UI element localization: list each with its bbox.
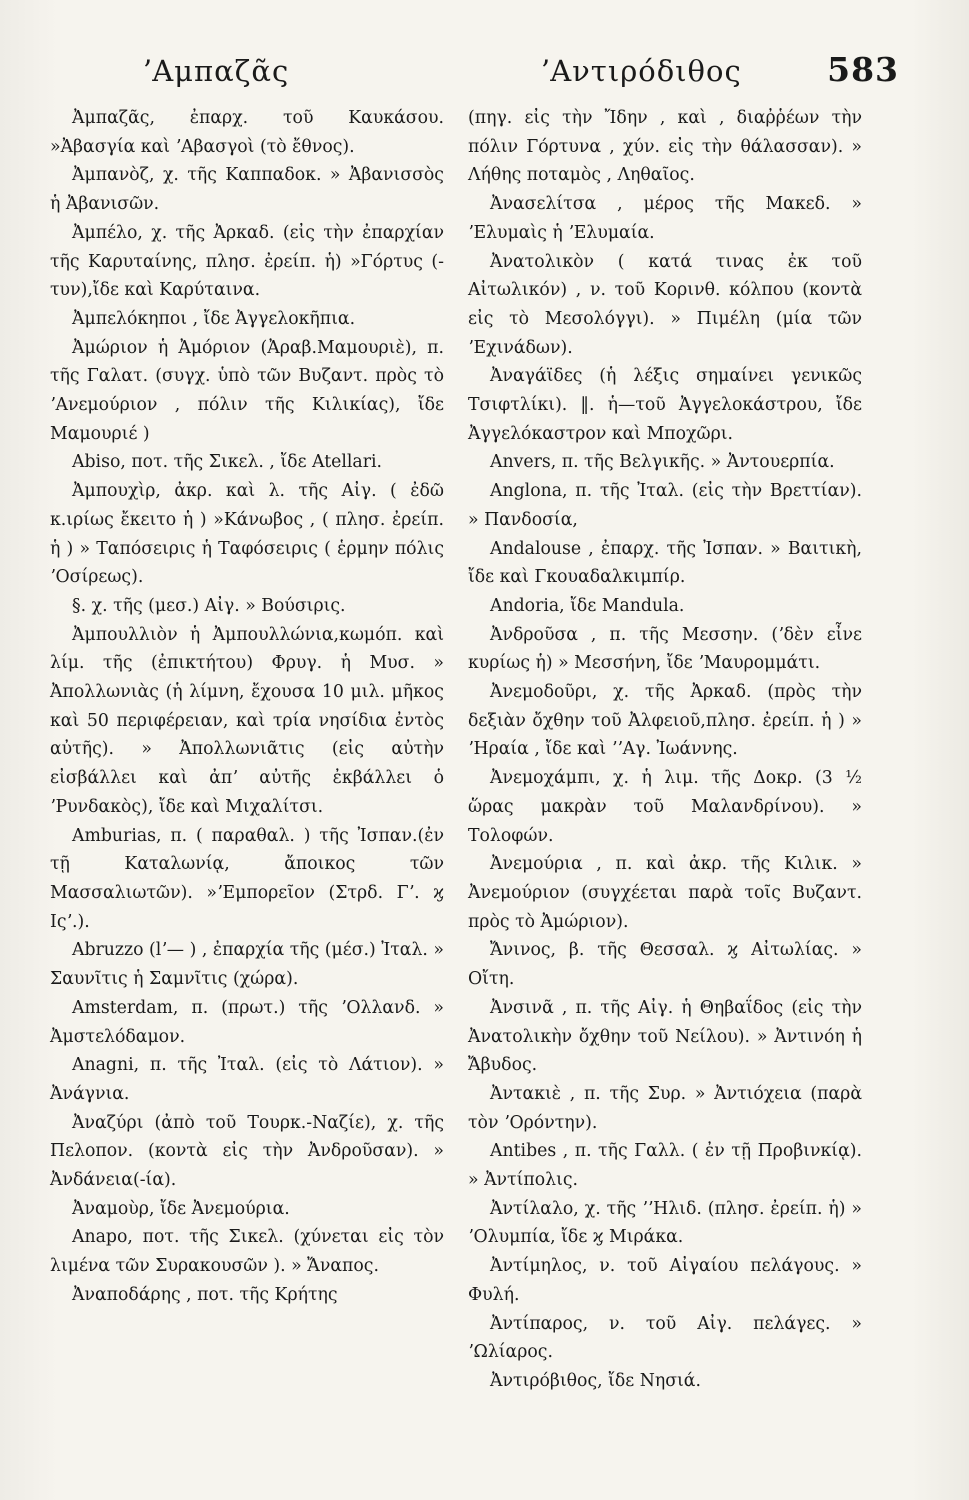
dictionary-entry: Ἀντίπαρος, ν. τοῦ Αἰγ. πελάγες. » ʼΩλίαρος. [468,1313,862,1363]
dictionary-entry: Ἀνεμοχάμπι, χ. ἡ λιμ. τῆς Δοκρ. (3 ½ ὥρας μακρὰν τοῦ Μαλανδρίνου). » Τολοφών. [468,768,862,846]
page-header [44,48,899,96]
dictionary-entry: §. χ. τῆς (μεσ.) Αἰγ. » Βούσιρις. [72,595,346,616]
dictionary-entry: Antibes , π. τῆς Γαλλ. ( ἐν τῇ Προβινκίᾳ). » Ἀντίπολις. [468,1141,862,1191]
dictionary-entry: Ἀντιρόβιθος, ἴδε Νησιά. [490,1370,701,1391]
dictionary-entry: Ἀμπουχὶρ, ἀκρ. καὶ λ. τῆς Αἰγ. ( ἐδῶ κ.ιρίως ἔκειτο ἡ ) »Κάνωβος , ( πλησ. ἐρείπ. ἡ ) » Ταπόσειρις ἡ Ταφόσειρις ( ἑρμην πόλις ʼΟσίρεως). [50,481,444,588]
dictionary-entry: Abruzzo (lʼ— ) , ἐπαρχία τῆς (μέσ.) Ἰταλ. » Σαυνῖτις ἡ Σαμνῖτις (χώρα). [50,940,444,990]
dictionary-entry: Anapo, ποτ. τῆς Σικελ. (χύνεται εἰς τὸν λιμένα τῶν Συρακουσῶν ). » Ἄναπος. [50,1227,444,1277]
dictionary-entry: Anagni, π. τῆς Ἰταλ. (εἰς τὸ Λάτιον). » Ἀνάγνια. [50,1055,444,1104]
dictionary-entry: Amburias, π. ( παραθαλ. ) τῆς Ἰσπαν.(ἐν τῇ Καταλωνίᾳ, ἄποικος τῶν Μασσαλιωτῶν). »ʼΕμπορεῖον (Στρδ. Γʼ. ϗ Ιςʼ.). [50,825,444,932]
running-head-left: ʼΑμπαζᾶς [142,54,290,88]
dictionary-entry-continued: (πηγ. εἰς τὴν Ἴδην , καὶ , διαῤῥέων τὴν πόλιν Γόρτυνα , χύν. εἰς τὴν θάλασσαν). » Λήθης ποταμὸς , Ληθαῖος. [468,108,862,186]
dictionary-entry: Ἀναζύρι (ἀπὸ τοῦ Τουρκ.-Ναζίε), χ. τῆς Πελοπον. (κοντὰ εἰς τὴν Ἀνδροῦσαν). » Ἀνδάνεια(-ία). [50,1112,444,1191]
dictionary-entry: Ἀμπανὸζ, χ. τῆς Καππαδοκ. » Ἀβανισσὸς ἡ Ἀβανισῶν. [50,165,444,215]
dictionary-entry: Ἀναγάϊδες (ἡ λέξις σημαίνει γενικῶς Τσιφτλίκι). ‖. ἡ—τοῦ Ἀγγελοκάστρου, ἴδε Ἀγγελόκαστρον καὶ Μποχῶρι. [468,366,862,444]
dictionary-entry: Ἀντίμηλος, ν. τοῦ Αἰγαίου πελάγους. » Φυλή. [468,1256,862,1305]
two-column-text [50,104,870,1454]
dictionary-entry: Ἀνδροῦσα , π. τῆς Μεσσην. (ʼδὲν εἶνε κυρίως ἡ) » Μεσσήνη, ἴδε ʼΜαυρομμάτι. [468,624,862,674]
dictionary-entry: Ἀντίλαλο, χ. τῆς ʼʼΗλιδ. (πλησ. ἐρείπ. ἡ) » ʼΟλυμπία, ἴδε ϗ Μιράκα. [468,1198,862,1248]
page-number: 583 [827,50,899,89]
dictionary-entry: Ἀμπελόκηποι , ἴδε Ἀγγελοκῆπια. [72,308,356,329]
dictionary-entry: Ἀμπαζᾶς, ἐπαρχ. τοῦ Καυκάσου. »Ἀβασγία καὶ ʼΑβασγοὶ (τὸ ἔθνος). [50,108,444,157]
dictionary-entry: Ἀνεμούρια , π. καὶ ἀκρ. τῆς Κιλικ. » Ἀνεμούριον (συγχέεται παρὰ τοῖς Βυζαντ. πρὸς τὸ Ἀμώριον). [468,854,862,932]
dictionary-entry: Abiso, ποτ. τῆς Σικελ. , ἴδε Atellari. [72,452,383,473]
dictionary-entry: Andalouse , ἐπαρχ. τῆς Ἰσπαν. » Βαιτικὴ, ἴδε καὶ Γκουαδαλκιμπίρ. [468,538,862,588]
dictionary-entry: Ἀνεμοδοῦρι, χ. τῆς Ἀρκαδ. (πρὸς τὴν δεξιὰν ὄχθην τοῦ Ἀλφειοῦ,πλησ. ἐρείπ. ἡ ) » ʼΗραία , ἴδε καὶ ʼʼΑγ. Ἰωάννης. [468,682,862,760]
dictionary-entry: Ἀναμοὺρ, ἴδε Ἀνεμούρια. [72,1198,290,1219]
dictionary-entry: Ἀνασελίτσα , μέρος τῆς Μακεδ. » ʼΕλυμαὶς ἡ ʼΕλυμαία. [468,194,862,243]
dictionary-entry: Amsterdam, π. (πρωτ.) τῆς ʼΟλλανδ. » Ἀμστελόδαμον. [50,997,444,1047]
dictionary-entry: Ἀμπέλο, χ. τῆς Ἀρκαδ. (εἰς τὴν ἐπαρχίαν τῆς Καρυταίνης, πλησ. ἐρείπ. ἡ) »Γόρτυς (-τυν),ἴδε καὶ Καρύταινα. [50,222,444,301]
dictionary-entry: Ἄνινος, β. τῆς Θεσσαλ. ϗ Αἰτωλίας. » Οἴτη. [468,940,862,990]
dictionary-entry: Ἀμώριον ἡ Ἀμόριον (Ἀραβ.Μαμουριὲ), π. τῆς Γαλατ. (συγχ. ὑπὸ τῶν Βυζαντ. πρὸς τὸ ʼΑνεμούριον , πόλιν τῆς Κιλικίας), ἴδε Μαμουριέ ) [50,337,444,444]
right-column [468,104,862,1396]
running-head-right: ʼΑντιρόδιθος [540,54,742,88]
dictionary-entry: Ἀνατολικὸν ( κατά τινας ἐκ τοῦ Αἰτωλικόν) , ν. τοῦ Κορινθ. κόλπου (κοντὰ εἰς τὸ Μεσολόγγι). » Πιμέλη (μία τῶν ʼΕχινάδων). [468,251,862,358]
left-column [50,104,444,1310]
dictionary-entry: Anglona, π. τῆς Ἰταλ. (εἰς τὴν Βρεττίαν). » Πανδοσία, [468,481,862,530]
dictionary-entry: Andoria, ἴδε Mandula. [490,595,685,616]
dictionary-entry: Ἀμπουλλιὸν ἡ Ἀμπουλλώνια,κωμόπ. καὶ λίμ. τῆς (ἐπικτήτου) Φρυγ. ἡ Μυσ. » Ἀπολλωνιὰς (ἡ λίμνη, ἔχουσα 10 μιλ. μῆκος καὶ 50 περιφέρειαν, καὶ τρία νησίδια ἐντὸς αὐτῆς). » Ἀπολλωνιᾶτις (εἰς αὐτὴν εἰσβάλλει καὶ ἀπʼ αὐτῆς ἐκβάλλει ὁ ʼΡυνδακὸς), ἴδε καὶ Μιχαλίτσι. [50,624,444,817]
dictionary-entry: Ἀναποδάρης , ποτ. τῆς Κρήτης [72,1284,338,1305]
dictionary-entry: Ἀνσινᾶ , π. τῆς Αἰγ. ἡ Θηβαΐδος (εἰς τὴν Ἀνατολικὴν ὄχθην τοῦ Νείλου). » Ἀντινόη ἡ Ἄβυδος. [468,997,862,1076]
dictionary-entry: Ἀντακιὲ , π. τῆς Συρ. » Ἀντιόχεια (παρὰ τὸν ʼΟρόντην). [468,1083,862,1133]
dictionary-entry: Anvers, π. τῆς Βελγικῆς. » Ἀντουερπία. [490,452,835,473]
